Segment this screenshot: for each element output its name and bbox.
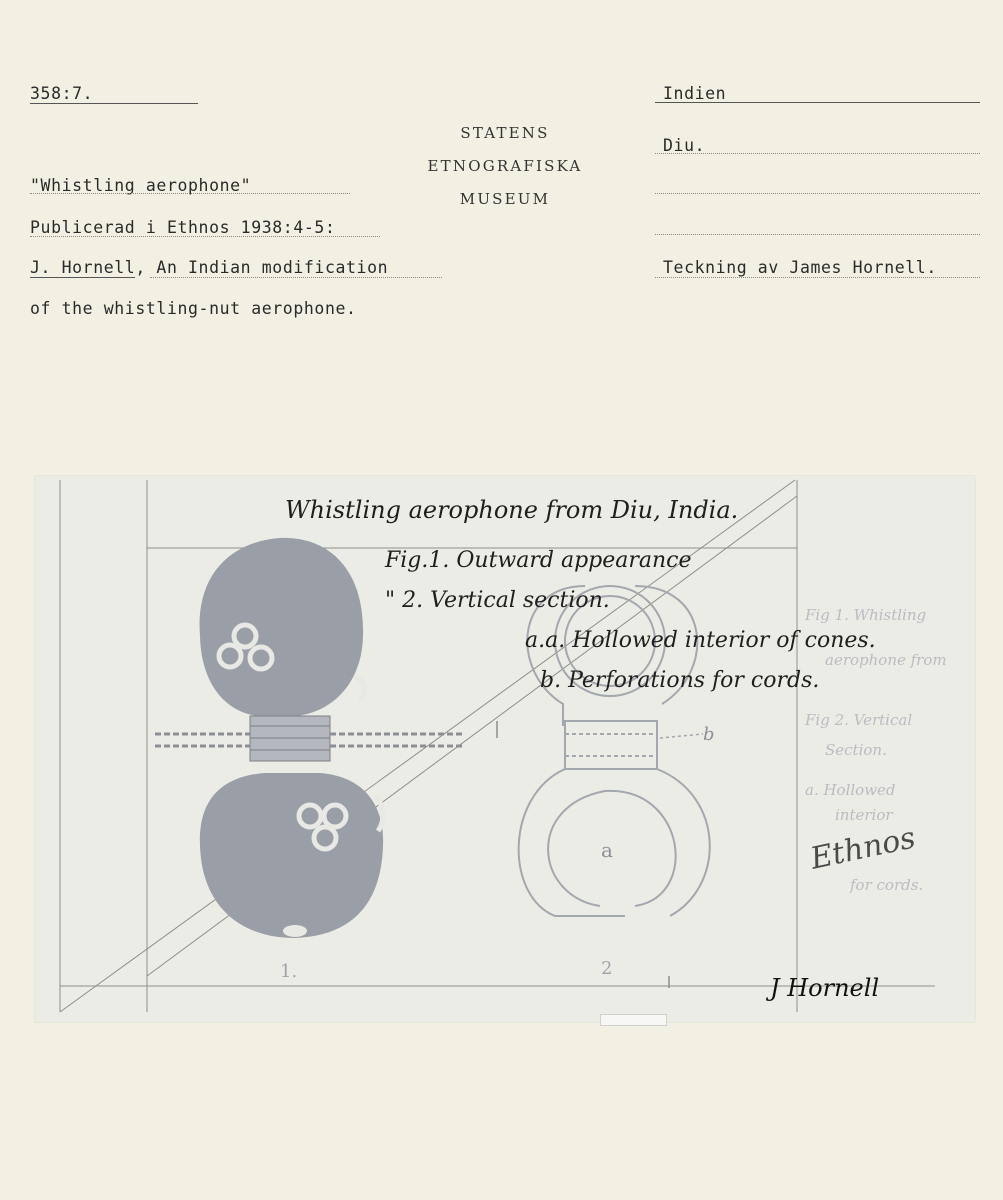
faint-back-text-4: Section.	[825, 741, 887, 759]
publication-title-line2: of the whistling-nut aerophone.	[30, 299, 357, 318]
hornell-signature: J Hornell	[770, 974, 880, 1002]
fig-number-1: 1.	[280, 961, 298, 982]
pencil-marks	[497, 721, 669, 988]
place-line	[655, 153, 980, 154]
fig-number-2: 2	[601, 958, 613, 979]
tracing-paper-drawing	[35, 476, 975, 1022]
tape-strip	[600, 1014, 667, 1026]
museum-line-3: MUSEUM	[459, 190, 551, 208]
faint-back-text-5: a. Hollowed	[805, 781, 896, 799]
catalog-number-line	[30, 103, 198, 104]
drawing-title: Whistling aerophone from Diu, India.	[285, 496, 739, 524]
faint-back-text-2: aerophone from	[825, 651, 947, 669]
faint-back-text-6: interior	[835, 806, 893, 824]
faint-back-text-7: for cords.	[850, 876, 924, 894]
blank-line-1	[655, 193, 980, 194]
object-name-line	[30, 193, 350, 194]
faint-back-text-3: Fig 2. Vertical	[805, 711, 913, 729]
fig1-caption: Fig.1. Outward appearance	[385, 548, 692, 573]
country-line	[655, 102, 980, 103]
legend-b: b. Perforations for cords.	[540, 668, 820, 693]
section-label-b: b	[703, 724, 715, 745]
author-name: J. Hornell	[30, 258, 136, 277]
publication-title	[30, 258, 388, 277]
drawing-credit-line	[655, 277, 980, 278]
catalog-number: 358:7.	[30, 84, 94, 103]
legend-a: a.a. Hollowed interior of cones.	[525, 628, 876, 653]
museum-line-2: ETNOGRAFISKA	[427, 157, 583, 175]
publication-title-dots	[150, 277, 442, 278]
fig2-caption: " 2. Vertical section.	[385, 588, 610, 613]
drawing-credit: Teckning av James Hornell.	[663, 258, 937, 277]
published-line: Publicerad i Ethnos 1938:4-5:	[30, 218, 336, 237]
ethnos-stamp: Ethnos	[807, 820, 919, 877]
published-line-dots	[30, 236, 380, 237]
country: Indien	[663, 84, 727, 103]
blank-line-2	[655, 234, 980, 235]
object-name: "Whistling aerophone"	[30, 176, 252, 195]
title-rest: , An Indian modification	[135, 258, 389, 277]
faint-back-text-1: Fig 1. Whistling	[805, 606, 927, 624]
museum-line-1: STATENS	[460, 124, 550, 142]
place: Diu.	[663, 136, 706, 155]
section-label-a: a	[601, 838, 613, 862]
